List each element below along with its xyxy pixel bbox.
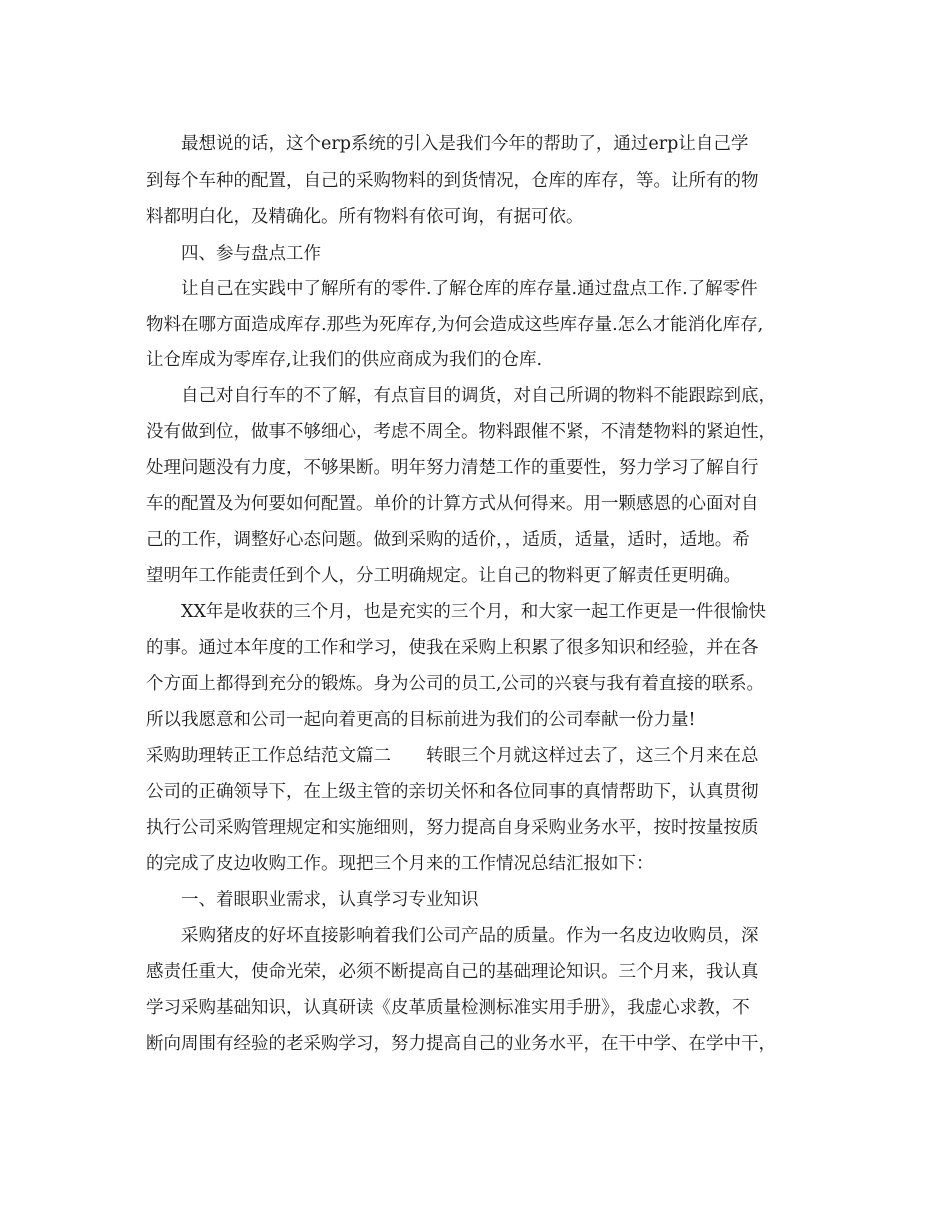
text-line: 个方面上都得到充分的锻炼。身为公司的员工,公司的兴衰与我有着直接的联系。 <box>146 674 765 694</box>
text-line: 让仓库成为零库存,让我们的供应商成为我们的仓库. <box>146 350 543 370</box>
section-heading: 一、着眼职业需求，认真学习专业知识 <box>181 890 479 910</box>
text-line: 公司的正确领导下，在上级主管的亲切关怀和各位同事的真情帮助下，认真贯彻 <box>146 782 759 802</box>
text-line: 己的工作，调整好心态问题。做到采购的适价，，适质，适量，适时，适地。希 <box>146 530 750 550</box>
text-line: XX年是收获的三个月，也是充实的三个月，和大家一起工作更是一件很愉快 <box>181 602 766 622</box>
text-line: 采购助理转正工作总结范文篇二 转眼三个月就这样过去了，这三个月来在总 <box>146 746 759 766</box>
text-line: 望明年工作能责任到个人，分工明确规定。让自己的物料更了解责任更明确。 <box>146 566 741 586</box>
text-line: 车的配置及为何要如何配置。单价的计算方式从何得来。用一颗感恩的心面对自 <box>146 494 759 514</box>
text-line: 到每个车种的配置，自己的采购物料的到货情况，仓库的库存，等。让所有的物 <box>146 171 759 191</box>
text-line: 自己对自行车的不了解，有点盲目的调货，对自己所调的物料不能跟踪到底， <box>181 386 776 406</box>
section-heading: 四、参与盘点工作 <box>181 244 321 264</box>
text-line: 让自己在实践中了解所有的零件.了解仓库的库存量.通过盘点工作.了解零件 <box>181 279 758 299</box>
text-line: 的事。通过本年度的工作和学习，使我在采购上积累了很多知识和经验，并在各 <box>146 638 759 658</box>
text-line: 的完成了皮边收购工作。现把三个月来的工作情况总结汇报如下： <box>146 854 654 874</box>
text-line: 料都明白化，及精确化。所有物料有依可询，有据可依。 <box>146 207 584 227</box>
text-line: 物料在哪方面造成库存.那些为死库存,为何会造成这些库存量.怎么才能消化库存, <box>146 315 764 335</box>
text-line: 执行公司采购管理规定和实施细则，努力提高自身采购业务水平，按时按量按质 <box>146 818 759 838</box>
text-line: 学习采购基础知识，认真研读《皮革质量检测标准实用手册》，我虚心求教，不 <box>146 998 750 1018</box>
text-line: 处理问题没有力度，不够果断。明年努力清楚工作的重要性，努力学习了解自行 <box>146 458 759 478</box>
text-line: 断向周围有经验的老采购学习，努力提高自己的业务水平，在干中学、在学中干， <box>146 1034 776 1054</box>
text-line: 所以我愿意和公司一起向着更高的目标前进为我们的公司奉献一份力量! <box>146 710 696 730</box>
text-line: 采购猪皮的好坏直接影响着我们公司产品的质量。作为一名皮边收购员，深 <box>181 926 759 946</box>
text-line: 最想说的话，这个erp系统的引入是我们今年的帮助了，通过erp让自己学 <box>181 134 749 154</box>
text-line: 没有做到位，做事不够细心，考虑不周全。物料跟催不紧，不清楚物料的紧迫性， <box>146 422 776 442</box>
text-line: 感责任重大，使命光荣，必须不断提高自己的基础理论知识。三个月来，我认真 <box>146 962 759 982</box>
